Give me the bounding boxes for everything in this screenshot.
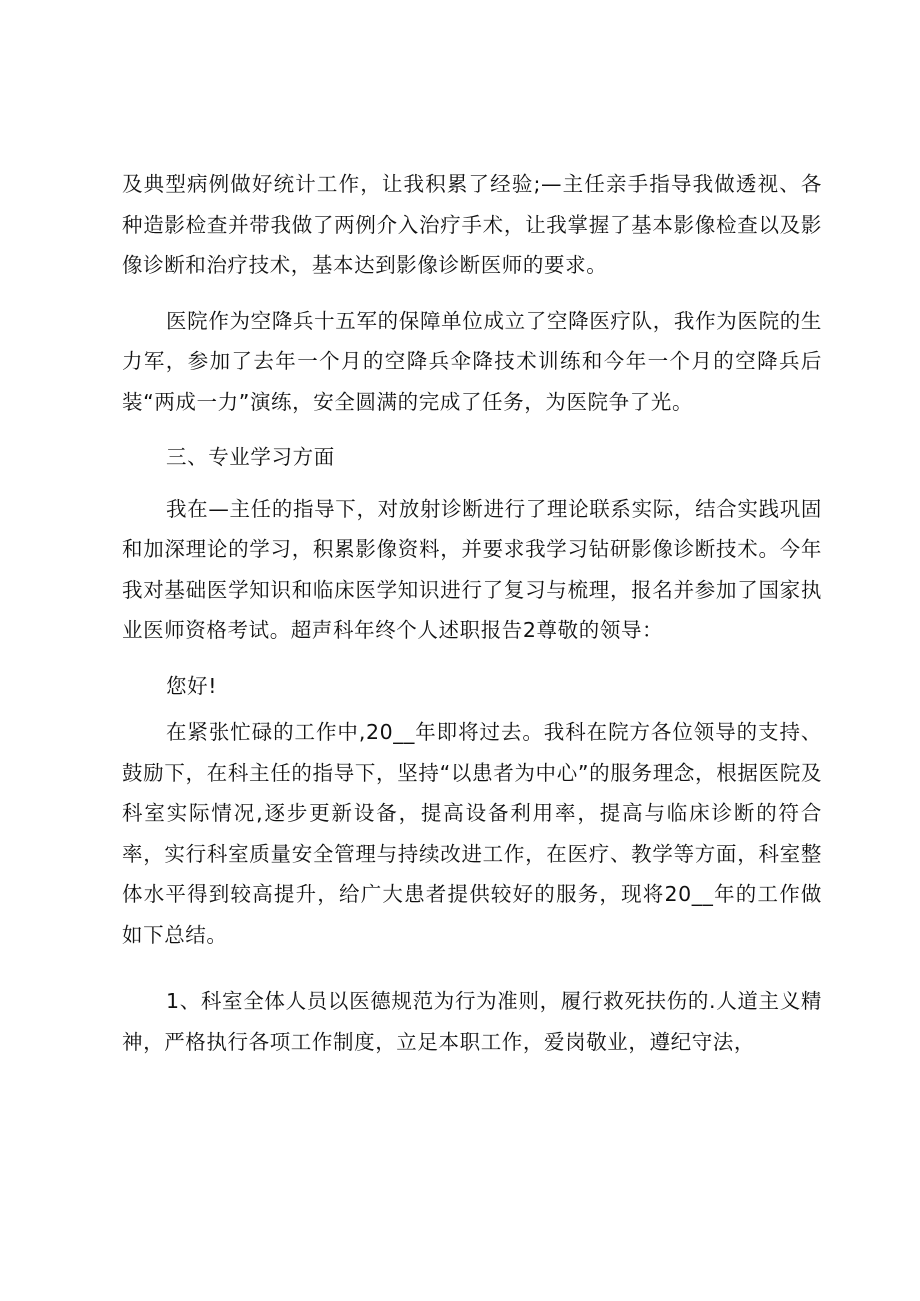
paragraph-airborne-medical-team: 医院作为空降兵十五军的保障单位成立了空降医疗队，我作为医院的生力军，参加了去年一个月的空降兵伞降技术训练和今年一个月的空降兵后装“两成一力”演练，安全圆满的完成了任务，为医院争了光。 (122, 308, 822, 414)
paragraph-greeting: 您好! (166, 673, 218, 698)
document-body (122, 164, 822, 1077)
section-heading-professional-study: 三、专业学习方面 (166, 445, 335, 469)
paragraph-point-1: 1、科室全体人员以医德规范为行为准则，履行救死扶伤的.人道主义精神，严格执行各项工作制度，立足本职工作，爱岗敬业，遵纪守法， (122, 989, 822, 1054)
paragraph-summary-intro: 在紧张忙碌的工作中,20__年即将过去。我科在院方各位领导的支持、鼓励下，在科主任的指导下，坚持“以患者为中心”的服务理念，根据医院及科室实际情况,逐步更新设备，提高设备利用率，提高与临床诊断的符合率，实行科室质量安全管理与持续改进工作，在医疗、教学等方面，科室整体水平得到较高提升，给广大患者提供较好的服务，现将20__年的工作做如下总结。 (122, 720, 822, 947)
paragraph-experience: 及典型病例做好统计工作，让我积累了经验;—主任亲手指导我做透视、各种造影检查并带我做了两例介入治疗手术，让我掌握了基本影像检查以及影像诊断和治疗技术，基本达到影像诊断医师的要求。 (122, 172, 822, 277)
paragraph-study: 我在—主任的指导下，对放射诊断进行了理论联系实际，结合实践巩固和加深理论的学习，积累影像资料，并要求我学习钻研影像诊断技术。今年我对基础医学知识和临床医学知识进行了复习与梳理，报名并参加了国家执业医师资格考试。超声科年终个人述职报告2尊敬的领导： (122, 496, 822, 642)
